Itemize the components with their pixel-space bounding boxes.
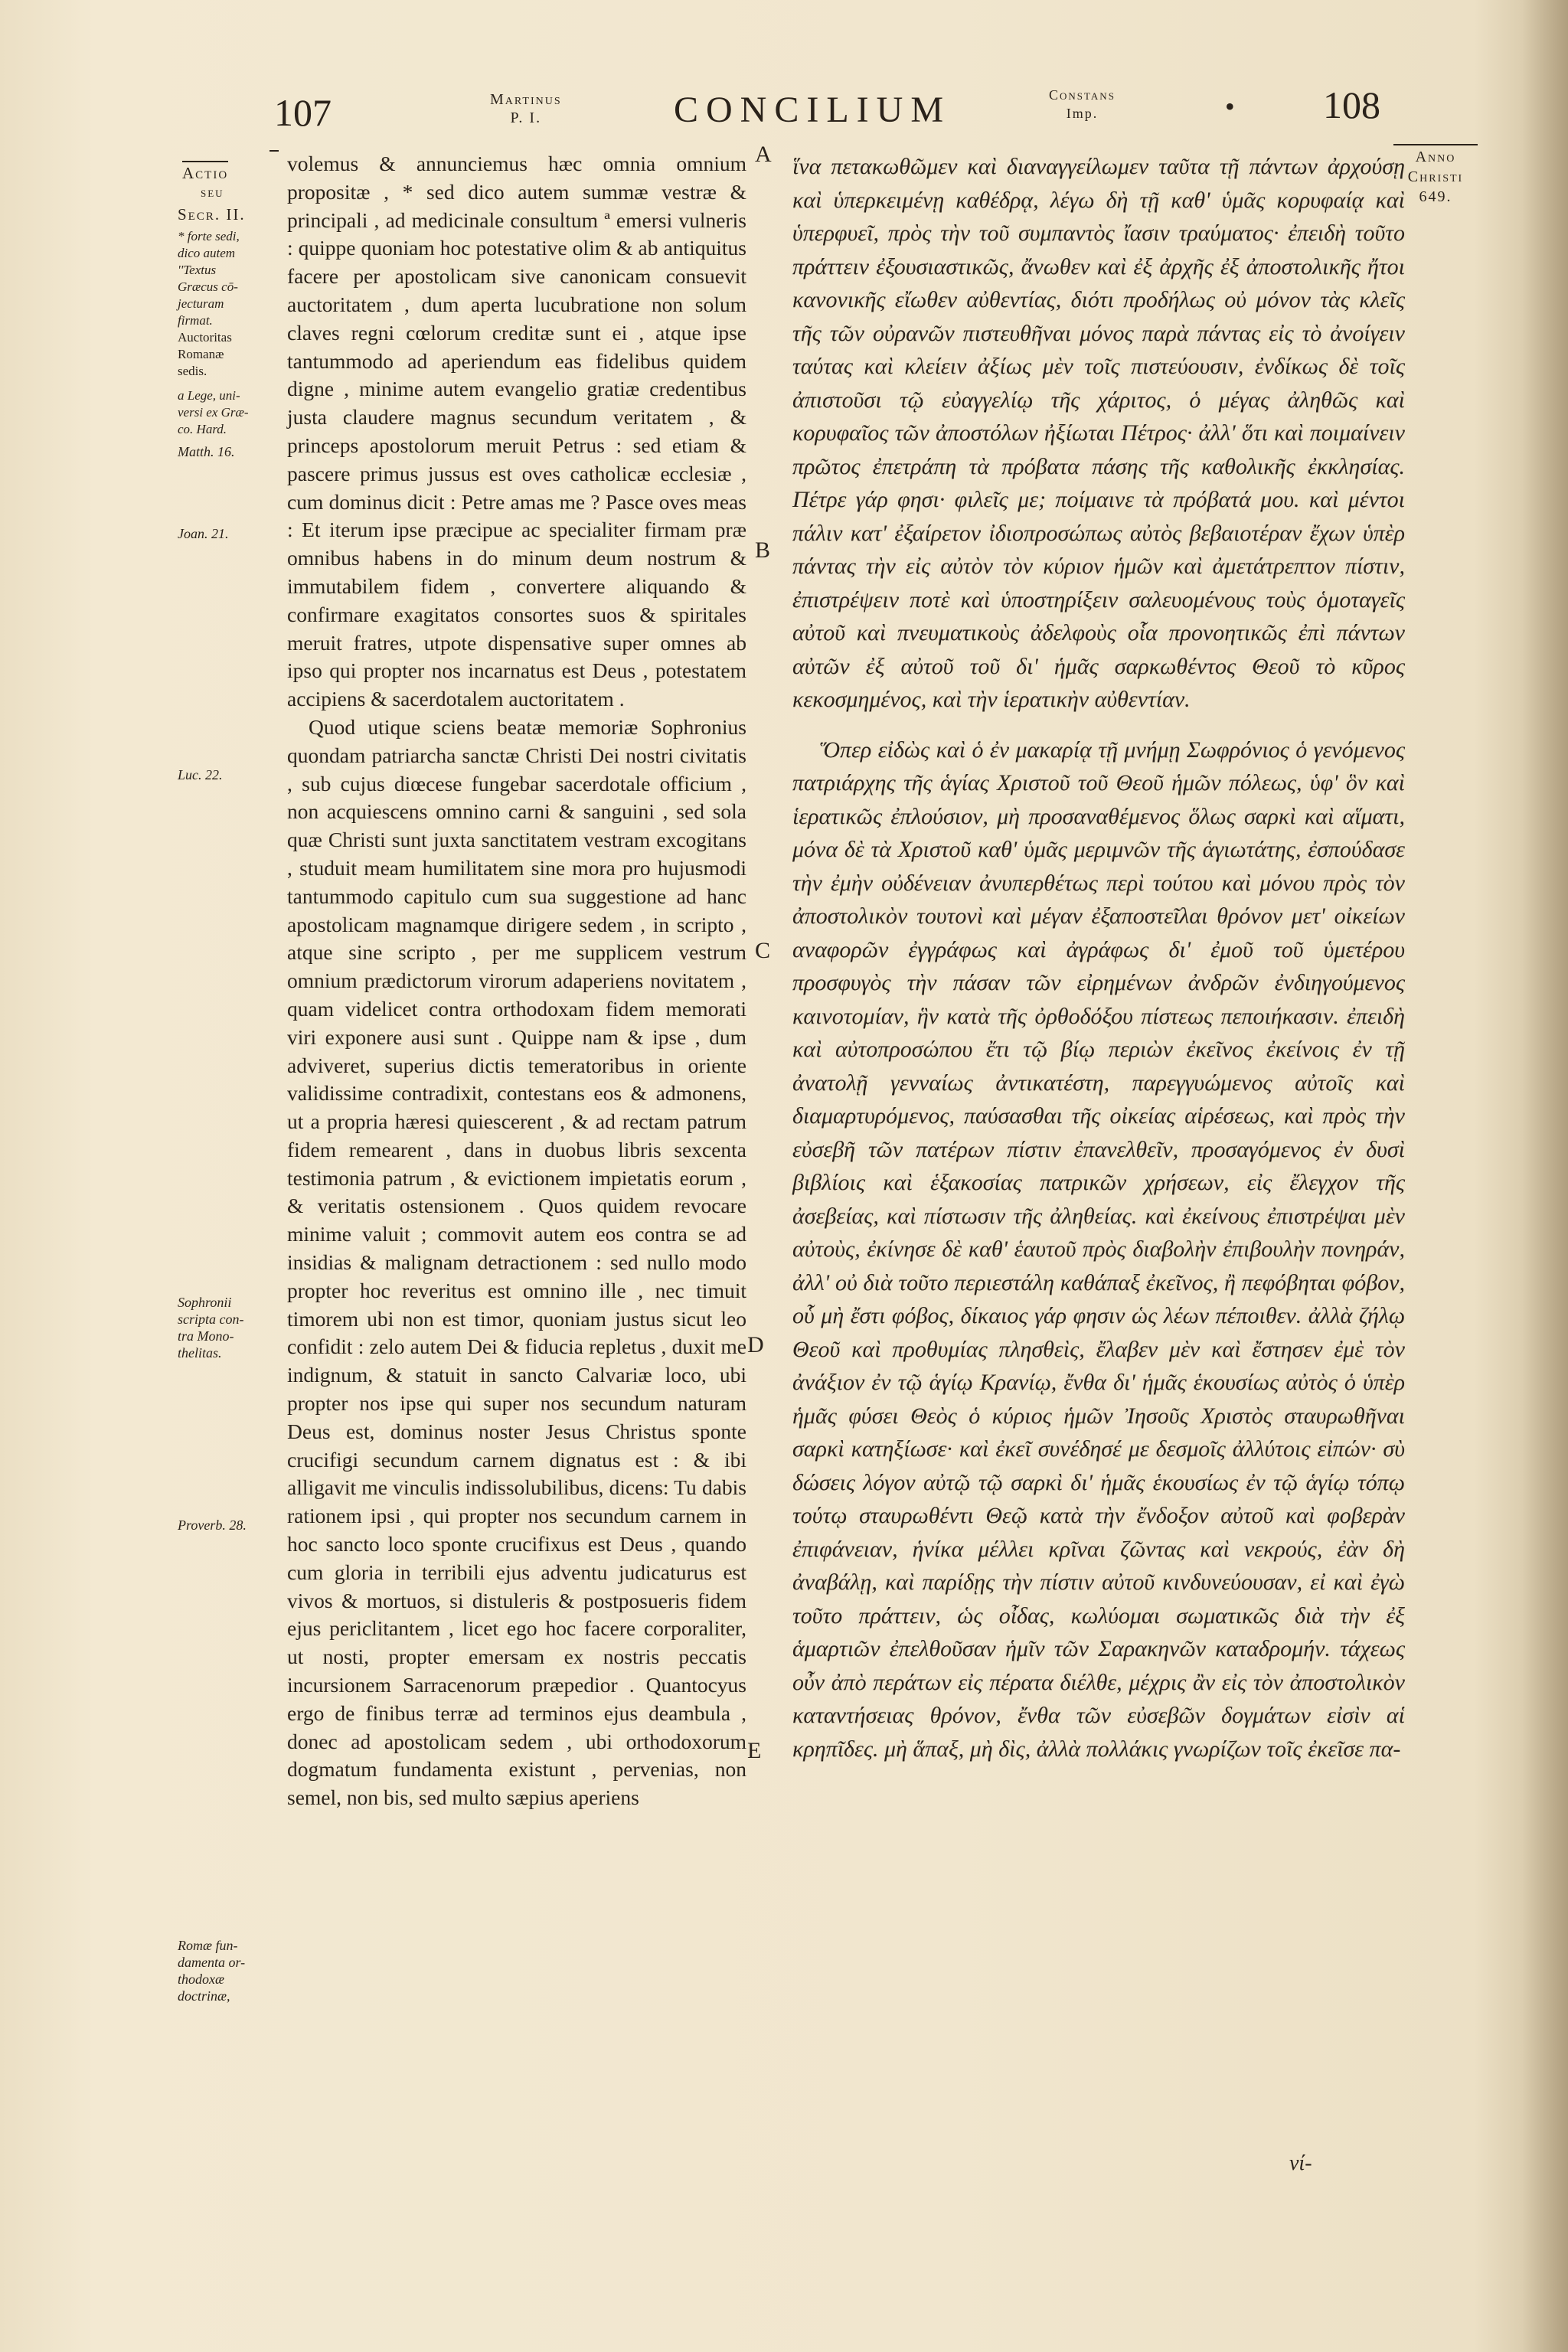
margin-note-line: dico autem xyxy=(178,246,236,260)
margin-note-line: Græcus cō- xyxy=(178,279,238,294)
latin-paragraph-2: Quod utique sciens beatæ memoriæ Sophronius quondam patriarcha sanctæ Christi Dei nostri civitatis , sub cujus diœcese fungebar sacerdotale officium , non acquiescens omnino carni & sanguini , sed sola quæ Christi sunt juxta sanctitatem vestram excogitans , studuit meam humilitatem sine mora pro hujusmodi tantummodo capitulo cum sua suggestione ad hanc apostolicam magnamque dirigere sedem , in scripto , atque sine scripto , per me supplicem vestrum omnium prædictorum virorum adaperiens novitatem , quam videlicet contra orthodoxam fidem memorati viri exponere ausi sunt . Quippe nam & ipse , dum adviveret, superius dictis temeratoribus in oriente validissime contradixit, contestans eos & admonens, ut a propria hæresi quiescerent , & ad rectam patrum fidem remearent , dans in duobus libris sexcenta testimonia patrum , & evictionem impietatis eorum , & veritatis ostensionem . Quos quidem revocare minime valuit ; commovit autem eos contra se ad insidias & malignam detractionem : sed nullo modo propter hoc reveritus est omnino ille , nec timuit timorem ubi non est timor, quoniam justus sicut leo confidit : zelo autem Dei & fiducia repletus , duxit me indignum, & statuit in sancto Calvariæ loco, ubi propter nos ipse qui super nos secundum naturam Deus est, dominus noster Jesus Christus sponte crucifigi secundum carnem dignatus est : & ibi alligavit me vinculis indissolubilibus, dicens: Tu dabis rationem ipsi , qui propter nos secundum carnem in hoc sancto loco sponte crucifixus est Deus , quando cum gloria in terribili ejus adventu judicaturus est vivos & mortuos, si distuleris & postposueris fidem ejus periclitantem , licet ego hoc facere corporaliter, ut nosti, propter emersam ex nostris peccatis incursionem Sarracenorum præpedior . Quantocyus ergo de finibus terræ ad terminos ejus deambula , donec ad apostolicam sedem , ubi orthodoxorum dogmatum fundamenta existunt , pervenias, non semel, non bis, sed multo sæpius aperiens xyxy=(287,714,746,1810)
margin-note-romae xyxy=(178,1937,245,2004)
margin-note-line: doctrinæ, xyxy=(178,1988,230,2004)
ornament-dot: • xyxy=(1225,91,1235,122)
margin-ref-luc: Luc. 22. xyxy=(178,767,223,782)
margin-note-line: scripta con- xyxy=(178,1312,244,1327)
margin-seu: seu xyxy=(201,185,224,201)
margin-note-line: Auctoritas xyxy=(178,330,232,345)
margin-year-value: 649. xyxy=(1419,188,1452,205)
margin-ref-matth: Matth. 16. xyxy=(178,444,235,459)
page-edge-shadow xyxy=(1522,0,1568,2352)
margin-year xyxy=(1393,144,1478,207)
section-letter-c: C xyxy=(755,938,771,963)
latin-paragraph-1: volemus & annunciemus hæc omnia omnium propositæ , * sed dico autem summæ vestræ & principali , ad medicinale consultum ª emersi vulneris : quippe quoniam hoc potestative olim & ab antiquitus facere per apostolicam sive canonicam consuevit auctoritatem , dum aperta lucubratione non solum claves regni cœlorum creditæ sunt ei , atque ipse tantummodo ad aperiendum eas fidelibus quidem digne , minime autem evangelio gratiæ credentibus justa claudere magnus secundum veritatem , & princeps apostolorum meruit Petrus : sed etiam & pascere primus jussus est oves catholicæ ecclesiæ , cum dominus dicit : Petre amas me ? Pasce oves meas : Et iterum ipse præcipue ac specialiter firmam præ omnibus habens in do minum deum nostrum & immutabilem fidem , convertere aliquando & confirmare exagitatos consortes suos & spiritales meruit fratres, utpote dispensative super omnes ab ipso qui propter nos incarnatus est Deus , potestatem accipiens & sacerdotalem auctoritatem . xyxy=(287,152,746,711)
margin-note-line: Romæ fun- xyxy=(178,1938,238,1953)
running-title: CONCILIUM xyxy=(674,90,951,130)
margin-note-line: jecturam xyxy=(178,296,224,311)
margin-note-line: tra Mono- xyxy=(178,1328,234,1344)
margin-ref-proverb: Proverb. 28. xyxy=(178,1517,247,1533)
greek-paragraph-1: ἵνα πετακωθῶμεν καὶ διαναγγείλωμεν ταῦτα τῇ πάντων ἀρχούσῃ καὶ ὑπερκειμένῃ καθέδρᾳ, λέγω δὴ τῇ καθ' ὑμᾶς κορυφαίᾳ καὶ ὑπερφυεῖ, πρὸς τὴν τοῦ συμπαντὸς ἴασιν τραύματος· ἐπειδὴ τοῦτο πράττειν ἐξουσιαστικῶς, ἄνωθεν καὶ ἐξ ἀρχῆς ἐξ ἀποστολικῆς ἤτοι κανονικῆς εἴωθεν αὐθεντίας, διότι προδήλως οὐ μόνον τὰς κλεῖς τῆς τῶν οὐρανῶν πιστευθῆναι μόνος παρὰ πάντας εἰς τὸ ἀνοίγειν ταύτας καὶ κλείειν ἀξίως μὲν τοῖς πιστεύουσιν, ἐνδίκως δὲ τοῖς ἀπιστοῦσι τῷ εὐαγγελίῳ τῆς χάριτος, ὁ μέγας ἀληθῶς καὶ κορυφαῖος τῶν ἀποστόλων ἠξίωται Πέτρος· ἀλλ' ὅτι καὶ ποιμαίνειν πρῶτος ἐπετράπη τὰ πρόβατα πάσης τῆς καθολικῆς ἐκκλησίας. Πέτρε γάρ φησι· φιλεῖς με; ποίμαινε τὰ πρόβατά μου. καὶ μέντοι πάλιν κατ' ἐξαίρετον ἰδιοπροσώπως αὐτὸς βεβαιοτέραν ἔχων ὑπὲρ πάντας τὴν εἰς αὐτὸν τὸν κύριον ἡμῶν καὶ ἀμετάτρεπτον πίστιν, ἐπιστρέψειν ποτὲ καὶ ὑποστηρίξειν σαλευομένους τοὺς ὁμοταγεῖς αὐτοῦ καὶ πνευματικοὺς ἀδελφοὺς οἷα προνοητικῶς ἐπὶ πάντων αὐτῶν ἐξ αὐτοῦ τοῦ δι' ἡμᾶς σαρκωθέντος Θεοῦ τὸ κῦρος κεκοσμημένος, καὶ τὴν ἱερατικὴν αὐθεντίαν. xyxy=(792,154,1405,712)
running-head-right-line1: Constans xyxy=(1049,87,1116,103)
margin-ref-joan: Joan. 21. xyxy=(178,526,229,541)
margin-actio: Actio xyxy=(182,161,228,182)
running-head-right xyxy=(1049,86,1116,147)
greek-column xyxy=(792,150,1405,1766)
margin-note-sophronii xyxy=(178,1294,243,1361)
margin-note-line: a Lege, uni- xyxy=(178,388,240,403)
running-head-left-line1: Martinus xyxy=(490,91,562,108)
margin-note-line: damenta or- xyxy=(178,1955,246,1970)
section-letter-a: A xyxy=(755,142,772,167)
margin-note-line: thelitas. xyxy=(178,1345,222,1361)
margin-note-line: sedis. xyxy=(178,364,207,378)
latin-column xyxy=(287,150,746,1812)
greek-paragraph-2: Ὅπερ εἰδὼς καὶ ὁ ἐν μακαρίᾳ τῇ μνήμῃ Σωφρόνιος ὁ γενόμενος πατριάρχης τῆς ἁγίας Χριστοῦ τοῦ Θεοῦ ἡμῶν πόλεως, ὑφ' ὃν καὶ ἱερατικῶς ἐπλούσιον, μὴ προσαναθέμενος ὅλως σαρκὶ καὶ αἵματι, μόνα δὲ τὰ Χριστοῦ καθ' ὑμᾶς μεριμνῶν τῆς ἁγιωτάτης, ἐσπούδασε τὴν ἐμὴν οὐδένειαν ἀνυπερθέτως περὶ τούτου καὶ μόνου πρὸς τὸν ἀποστολικὸν τουτονὶ καὶ μέγαν ἐξαποστεῖλαι θρόνον μετ' οἰκείων αναφορῶν ἐγγράφως καὶ ἀγράφως δι' ἐμοῦ τοῦ ὑμετέρου προσφυγὸς τὴν πάσαν τῶν εἰρημένων ἀνδρῶν ἐνδιηγούμενος καινοτομίαν, ἣν κατὰ τῆς ὀρθοδόξου πίστεως πεποιήκασιν. ἐπειδὴ καὶ αὐτοπροσώπου ἔτι τῷ βίῳ περιὼν ἐκεῖνος ἐκείνοις ἐν τῇ ἀνατολῇ γενναίως ἀντικατέστη, παρεγγυώμενος αὐτοῖς καὶ διαμαρτυρόμενος, παύσασθαι τῆς οἰκείας αἱρέσεως, καὶ πρὸς τὴν εὐσεβῆ τῶν πατέρων πίστιν ἐπανελθεῖν, προσαγόμενος ἐν δυσὶ βιβλίοις καὶ ἑξακοσίας πατρικῶν χρήσεων, εἰς ἔλεγχον τῆς ἀσεβείας, καὶ πίστωσιν τῆς ἀληθείας. καὶ ἐκείνους ἐπιστρέψαι μὲν αὐτοὺς, ἐκίνησε δὲ καθ' ἑαυτοῦ πρὸς διαβολὴν ἐπιβουλὴν πονηράν, ἀλλ' οὐ διὰ τοῦτο περιεστάλη καθάπαξ ἐκεῖνος, ἢ πεφόβηται φόβον, οὗ μὴ ἔστι φόβος, δίκαιος γάρ φησιν ὡς λέων πέποιθεν. ἀλλὰ ζήλῳ Θεοῦ καὶ προθυμίας πλησθεὶς, ἔλαβεν μὲν καὶ ἔστησεν ἐμὲ τὸν ἀνάξιον ἐν τῷ ἁγίῳ Κρανίῳ, ἔνθα δι' ἡμᾶς ἑκουσίως αὐτὸς ὁ ὑπὲρ ἡμᾶς φύσει Θεὸς ὁ κύριος ἡμῶν Ἰησοῦς Χριστὸς σταυρωθῆναι σαρκὶ κατηξίωσε· καὶ ἐκεῖ συνέδησέ με δεσμοῖς ἀλλύτοις εἰπών· σὺ δώσεις λόγον αὐτῷ τῷ σαρκὶ δι' ἡμᾶς ἑκουσίως ἐν τῷ ἁγίῳ τόπῳ τούτῳ σταυρωθέντι Θεῷ κατὰ τὴν ἔνδοξον αὐτοῦ καὶ φοβερὰν ἐπιφάνειαν, ἡνίκα μέλλει κρῖναι ζῶντας καὶ νεκρούς, ἐὰν δὴ ἀναβάλῃ, καὶ παρίδῃς τὴν πίστιν αὐτοῦ κινδυνεύουσαν, εἰ καὶ ἐγὼ τοῦτο πράττειν, ὡς οἶδας, κωλύομαι σωματικῶς διὰ τὴν ἐξ ἁμαρτιῶν ἐπελθοῦσαν ἡμῖν τῶν Σαρακηνῶν καταδρομήν. τάχεως οὖν ἀπὸ περάτων εἰς πέρατα διέλθε, μέχρις ἂν εἰς τὸν ἀποστολικὸν καταντήσειας θρόνον, ἔνθα τῶν εὐσεβῶν δογμάτων εἰσὶν αἱ κρηπῖδες. μὴ ἅπαξ, μὴ δὶς, ἀλλὰ πολλάκις γνωρίζων τοῖς ἐκεῖσε πα- xyxy=(792,737,1405,1762)
catchword: νί- xyxy=(1289,2151,1312,2175)
section-letter-d: D xyxy=(747,1332,764,1357)
page-number-right: 108 xyxy=(1323,83,1380,126)
margin-secr: Secr. II. xyxy=(178,205,246,224)
page-number-left: 107 xyxy=(274,91,332,134)
margin-note-forte-sedi xyxy=(178,228,277,380)
section-letter-b: B xyxy=(755,537,771,563)
margin-year-anno: Anno xyxy=(1415,149,1456,165)
running-head-right-line2: Imp. xyxy=(1066,106,1099,121)
running-head-left-line2: P. I. xyxy=(510,109,542,126)
margin-note-line: thodoxæ xyxy=(178,1971,224,1987)
margin-note-line: * forte sedi, xyxy=(178,229,240,243)
margin-note-line: Romanæ xyxy=(178,347,224,361)
margin-note-line: firmat. xyxy=(178,313,213,328)
margin-note-line: versi ex Græ- xyxy=(178,405,249,420)
header-rule-left xyxy=(270,150,279,152)
margin-note-line: Sophronii xyxy=(178,1295,232,1310)
margin-year-christi: Christi xyxy=(1407,168,1464,185)
section-letter-e: E xyxy=(747,1738,762,1763)
margin-note-lege xyxy=(178,387,285,438)
running-head-left xyxy=(490,90,562,152)
margin-note-line: ''Textus xyxy=(178,263,217,277)
margin-note-line: co. Hard. xyxy=(178,422,227,436)
